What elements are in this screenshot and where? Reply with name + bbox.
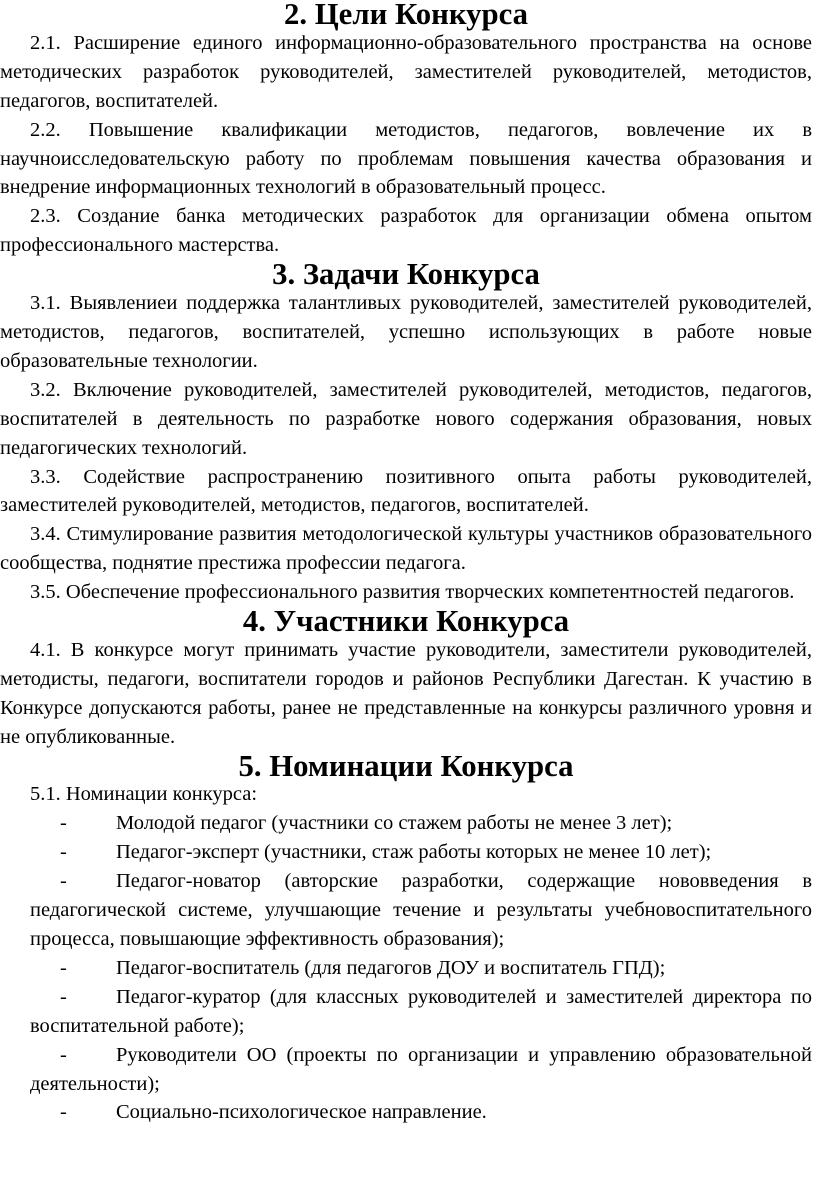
nomination-text: Педагог-новатор (авторские разработки, содержащие нововведения в педагогической системе, улучшающие течение и результаты учебновоспитательного процесса, повышающие эффективность образования); (30, 870, 812, 950)
paragraph-3-2: 3.2. Включение руководителей, заместителей руководителей, методистов, педагогов, воспитателей в деятельность по разработке нового содержания образования, новых педагогических технологий. (0, 378, 812, 459)
list-dash: - (60, 1101, 67, 1124)
paragraph-3-3: 3.3. Содействие распространению позитивного опыта работы руководителей, заместителей руководителей, методистов, педагогов, воспитателей. (0, 465, 812, 517)
nomination-text: Молодой педагог (участники со стажем работы не менее 3 лет); (116, 812, 673, 835)
paragraph-3-1: 3.1. Выявлениеи поддержка талантливых руководителей, заместителей руководителей, методистов, педагогов, воспитателей, успешно использующих в работе новые образовательные технологии. (0, 292, 812, 372)
paragraph-3-4: 3.4. Стимулирование развития методологической культуры участников образовательного сообщества, поднятие престижа профессии педагога. (0, 523, 812, 575)
paragraph-4-1: 4.1. В конкурсе могут принимать участие руководители, заместители руководителей, методисты, педагоги, воспитатели городов и районов Республики Дагестан. К участию в Конкурсе допускаются работы, ранее не представленные на конкурсы различного уровня и не опубликованные. (0, 638, 812, 748)
paragraph-5-1: 5.1. Номинации конкурса: (30, 783, 258, 806)
nomination-text: Руководители ОО (проекты по организации и управлению образовательной деятельности); (30, 1043, 812, 1095)
list-dash: - (60, 1043, 67, 1066)
nomination-text: Социально-психологическое направление. (116, 1101, 487, 1124)
nomination-text: Педагог-эксперт (участники, стаж работы которых не менее 10 лет); (116, 841, 712, 864)
paragraph-2-1: 2.1. Расширение единого информационно-образовательного пространства на основе методических разработок руководителей, заместителей руководителей, методистов, педагогов, воспитателей. (0, 31, 812, 112)
nomination-item (0, 838, 812, 867)
nomination-item (0, 983, 812, 1041)
paragraph-2-3: 2.3. Создание банка методических разработок для организации обмена опытом профессионального мастерства. (0, 205, 812, 257)
section-title-goals: 2. Цели Конкурса (284, 0, 528, 31)
paragraph-3-5: 3.5. Обеспечение профессионального развития творческих компетентностей педагогов. (30, 581, 795, 604)
nomination-item (0, 1041, 812, 1099)
list-dash: - (60, 985, 67, 1008)
paragraph-2-2: 2.2. Повышение квалификации методистов, педагогов, вовлечение их в научноисследовательскую работу по проблемам повышения качества образования и внедрение информационных технологий в образовательный процесс. (0, 118, 812, 199)
list-dash: - (60, 870, 67, 893)
list-dash: - (60, 812, 67, 835)
nomination-item (0, 867, 812, 954)
nomination-item (0, 809, 812, 838)
section-title-nominations: 5. Номинации Конкурса (238, 748, 574, 783)
nomination-item (0, 1098, 812, 1127)
nomination-text: Педагог-куратор (для классных руководителей и заместителей директора по воспитательной работе); (30, 985, 812, 1037)
list-dash: - (60, 956, 67, 979)
section-title-participants: 4. Участники Конкурса (242, 604, 570, 639)
list-dash: - (60, 841, 67, 864)
nomination-item (0, 954, 812, 983)
section-title-tasks: 3. Задачи Конкурса (272, 257, 540, 292)
nomination-text: Педагог-воспитатель (для педагогов ДОУ и воспитатель ГПД); (116, 956, 666, 979)
